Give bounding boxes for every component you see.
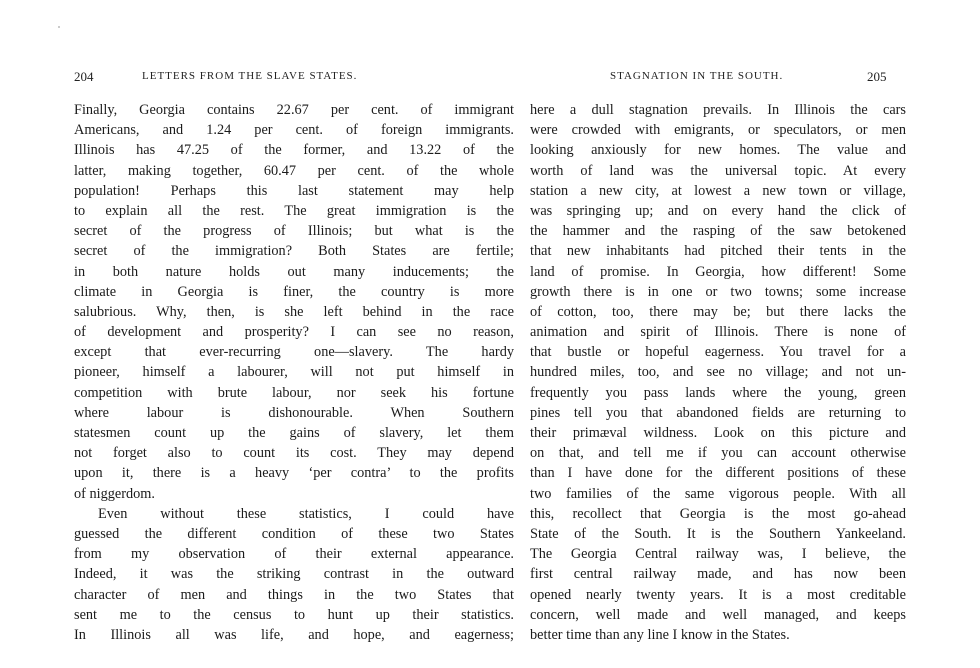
text-line: Americans, and 1.24 per cent. of foreign immigrants. (74, 122, 514, 139)
text-line: looking anxiously for new homes. The value and (530, 142, 906, 159)
text-line: here a dull stagnation prevails. In Illinois the cars (530, 102, 906, 118)
text-line: salubrious. Why, then, is she left behind in the race (74, 303, 514, 320)
text-line: that bustle or hopeful eagerness. You travel for a (530, 344, 906, 361)
text-line: climate in Georgia is finer, the country is more (74, 283, 514, 300)
text-line: guessed the different condition of these two States (74, 525, 514, 542)
text-line: of niggerdom. (74, 485, 155, 502)
text-line: in both nature holds out many inducements; the (74, 263, 514, 280)
text-line: frequently you pass lands where the young, green (530, 384, 906, 401)
text-line: two families of the same vigorous people. With all (530, 485, 906, 502)
text-line: State of the South. It is the Southern Yankeeland. (530, 525, 906, 542)
text-line: of development and prosperity? I can see no reason, (74, 324, 514, 341)
text-line: to explain all the rest. The great immigration is the (74, 202, 514, 219)
text-line: where labour is dishonourable. When Southern (74, 404, 514, 421)
text-line: worth of land was the universal topic. At every (530, 162, 906, 179)
text-line: Finally, Georgia contains 22.67 per cent. of immigrant (74, 102, 514, 118)
text-line: animation and spirit of Illinois. There is none of (530, 324, 906, 341)
text-line: pines tell you that abandoned fields are returning to (530, 404, 906, 421)
text-line: latter, making together, 60.47 per cent. of the whole (74, 162, 514, 179)
text-line: growth there is in one or two towns; some increase (530, 283, 906, 300)
page-number: 205 (867, 69, 887, 84)
text-line: this, recollect that Georgia is the most go-ahead (530, 505, 906, 522)
text-line: secret of the immigration? Both States are fertile; (74, 243, 514, 260)
text-line: not forget also to count its cost. They may depend (74, 445, 514, 462)
text-line: from my observation of their external appearance. (74, 546, 514, 563)
text-line: were crowded with emigrants, or speculators, or men (530, 122, 906, 139)
text-line: competition with brute labour, nor seek his fortune (74, 384, 514, 401)
text-line: secret of the progress of Illinois; but what is the (74, 223, 514, 240)
text-line: except that ever-recurring one—slavery. The hardy (74, 344, 514, 361)
text-line: sent me to the census to hunt up their statistics. (74, 606, 514, 623)
text-line: upon it, there is a heavy ‘per contra’ to the profits (74, 465, 514, 482)
text-line: that new inhabitants had pitched their tents in the (530, 243, 906, 260)
text-line: character of men and things in the two States that (74, 586, 514, 603)
right-page-body (530, 100, 906, 645)
running-head: STAGNATION IN THE SOUTH. (610, 70, 784, 82)
text-line: Even without these statistics, I could have (98, 505, 514, 522)
text-line: first central railway made, and has now been (530, 566, 906, 583)
text-line: concern, well made and well managed, and keeps (530, 606, 906, 623)
text-line: was springing up; and on every hand the click of (530, 202, 906, 219)
text-line: pioneer, himself a labourer, will not put himself in (74, 364, 514, 381)
page-number: 204 (74, 69, 94, 84)
text-line: Indeed, it was the striking contrast in the outward (74, 566, 514, 583)
text-line: the hammer and the rasping of the saw betokened (530, 223, 906, 240)
left-page-body (74, 100, 514, 645)
text-line: hundred miles, too, and see no village; and not un- (530, 364, 906, 381)
text-line: In Illinois all was life, and hope, and eagerness; (74, 626, 514, 643)
text-line: station a new city, at lowest a new town or village, (530, 182, 906, 199)
text-line: of cotton, too, there may be; but there lacks the (530, 303, 906, 320)
text-line: statesmen count up the gains of slavery, let them (74, 425, 514, 441)
text-line: land of promise. In Georgia, how different! Some (530, 263, 906, 280)
text-line: better time than any line I know in the States. (530, 626, 790, 643)
text-line: their primæval wildness. Look on this picture and (530, 425, 906, 441)
text-line: on that, and tell me if you can account otherwise (530, 445, 906, 462)
text-line: The Georgia Central railway was, I believe, the (530, 546, 906, 563)
text-line: than I have done for the different positions of these (530, 465, 906, 482)
text-line: population! Perhaps this last statement may help (74, 182, 514, 199)
text-line: opened nearly twenty years. It is a most creditable (530, 586, 906, 603)
speck-mark (58, 26, 60, 28)
running-head: LETTERS FROM THE SLAVE STATES. (142, 70, 358, 82)
text-line: Illinois has 47.25 of the former, and 13.22 of the (74, 142, 514, 159)
